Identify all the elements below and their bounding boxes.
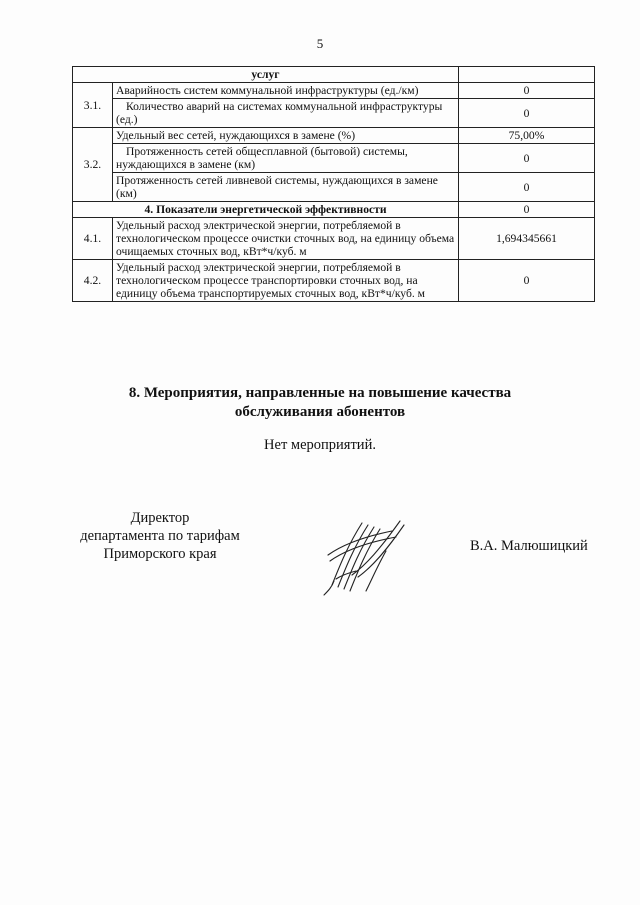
table-row: [73, 173, 595, 202]
handwritten-signature: [322, 515, 408, 597]
indicator-value-cell: 0: [459, 260, 595, 302]
indicator-value-cell: 1,694345661: [459, 218, 595, 260]
table-row: [73, 128, 595, 144]
table-row: [73, 67, 595, 83]
indicator-name-cell: Протяженность сетей ливневой системы, нуждающихся в замене (км): [113, 173, 459, 202]
table-value-cell: [459, 67, 595, 83]
indicator-value-cell: 0: [459, 144, 595, 173]
indicator-name-cell: Аварийность систем коммунальной инфраструктуры (ед./км): [113, 83, 459, 99]
indicator-value-cell: 75,00%: [459, 128, 595, 144]
signatory-line-3: Приморского края: [103, 546, 217, 562]
row-number-cell: 4.2.: [73, 260, 113, 302]
table-row: [73, 202, 595, 218]
signatory-name: В.А. Малюшицкий: [470, 538, 588, 554]
indicator-value-cell: 0: [459, 99, 595, 128]
table-header-cell: услуг: [73, 67, 459, 83]
table-header-cell: 4. Показатели энергетической эффективности: [73, 202, 459, 218]
signatory-line-2: департамента по тарифам: [80, 528, 240, 544]
indicator-value-cell: 0: [459, 173, 595, 202]
section-title: 8. Мероприятия, направленные на повышение качества обслуживания абонентов: [128, 385, 512, 420]
indicator-name-cell: Удельный вес сетей, нуждающихся в замене (%): [113, 128, 459, 144]
indicator-name-cell: Протяженность сетей общесплавной (бытовой) системы, нуждающихся в замене (км): [113, 144, 459, 173]
table-row: [73, 218, 595, 260]
indicator-value-cell: 0: [459, 83, 595, 99]
indicator-name-cell: Удельный расход электрической энергии, потребляемой в технологическом процессе транспортировки сточных вод, на единицу объема транспортируемых сточных вод, кВт*ч/куб. м: [113, 260, 459, 302]
row-number-cell: 4.1.: [73, 218, 113, 260]
indicator-name-cell: Количество аварий на системах коммунальной инфраструктуры (ед.): [113, 99, 459, 128]
table-row: [73, 144, 595, 173]
no-measures-text: Нет мероприятий.: [264, 437, 376, 453]
row-number-cell: 3.1.: [73, 83, 113, 128]
table-row: [73, 260, 595, 302]
signatory-position: [60, 509, 260, 563]
table-value-cell: 0: [459, 202, 595, 218]
table-row: [73, 83, 595, 99]
indicator-name-cell: Удельный расход электрической энергии, потребляемой в технологическом процессе очистки сточных вод, на единицу объема очищаемых сточных вод, кВт*ч/куб. м: [113, 218, 459, 260]
table-row: [73, 99, 595, 128]
indicators-table: [72, 66, 595, 302]
page-number: 5: [316, 36, 324, 51]
row-number-cell: 3.2.: [73, 128, 113, 202]
signatory-line-1: Директор: [130, 510, 190, 526]
